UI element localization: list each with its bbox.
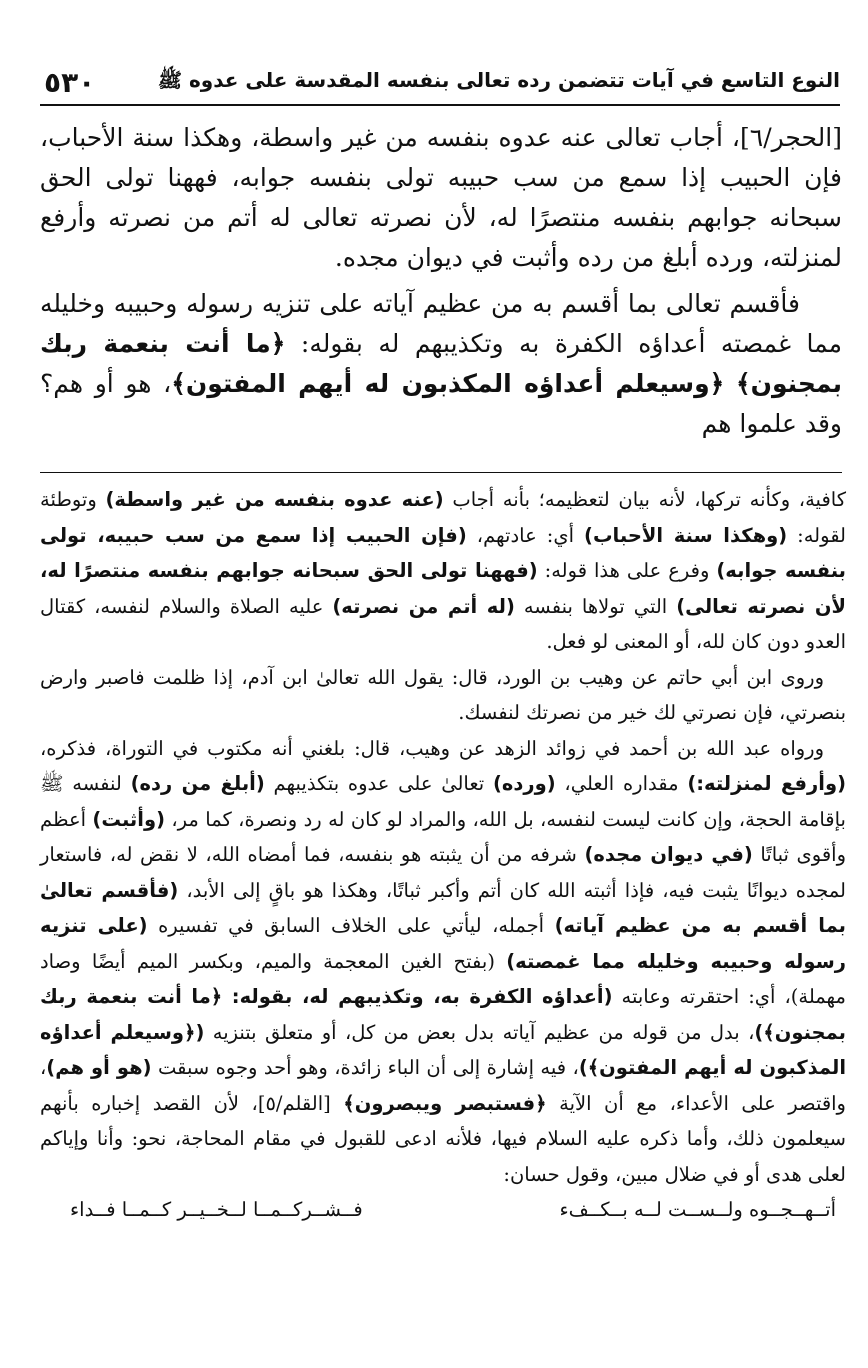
quoted-text: (﴿وسيعلم أعداؤه المذكبون له أيهم المفتون﴾) xyxy=(40,1020,846,1079)
commentary-paragraph xyxy=(40,660,846,731)
text-run: وفرع على هذا قوله: xyxy=(537,559,717,582)
main-paragraph xyxy=(40,118,842,278)
quoted-text: (ورده) xyxy=(492,772,556,795)
text-run: ورواه عبد الله بن أحمد في زوائد الزهد عن وهيب، قال: بلغني أنه مكتوب في التوراة، فذكره، xyxy=(40,736,824,760)
text-run: [الحجر/٦]، أجاب تعالى عنه عدوه بنفسه من غير واسطة، وهكذا سنة الأحباب، فإن الحبيب إذا سمع من سب حبيبه تولى بنفسه جوابه، فههنا تولى الحق سبحانه جوابهم بنفسه منتصرًا له، لأن نصرته تعالى له أتم من نصرته وأرفع لمنزلته، ورده أبلغ من رده وأثبت في ديوان مجده. xyxy=(40,123,842,272)
running-title: النوع التاسع في آيات تتضمن رده تعالى بنفسه المقدسة على عدوه ﷺ xyxy=(157,67,840,92)
commentary-paragraph xyxy=(40,731,846,1193)
text-run: تعالىٰ على عدوه بتكذيبهم xyxy=(264,772,493,795)
page-header xyxy=(40,60,840,106)
text-run: التي تولاها بنفسه xyxy=(514,594,677,618)
quoted-text: (هو أو هم) xyxy=(46,1056,152,1079)
quoted-text: (على تنزيه رسوله وحبيبه وخليله مما غمصته) xyxy=(40,914,847,973)
quran-verse: ﴿ما أنت بنعمة ربك بمجنون﴾ xyxy=(40,329,842,398)
text-run: وروى ابن أبي حاتم عن وهيب بن الورد، قال: يقول الله تعالىٰ ابن آدم، إذا ظلمت فاصبر وارض بنصرتي، فإن نصرتي لك خير من نصرتك لنفسك. xyxy=(40,665,846,724)
text-run: مقداره العلي، xyxy=(555,772,688,795)
quoted-text: (له أتم من نصرته) xyxy=(332,594,515,618)
poetry-hemistich-first: أتــهــجــوه ولــســت لــه بــكــفء xyxy=(559,1198,836,1221)
poetry-hemistich-second: فــشــركــمــا لــخــيــر كــمــا فــداء xyxy=(70,1198,363,1221)
commentary xyxy=(40,482,846,1228)
quoted-text: (وأثبت) xyxy=(92,807,165,831)
text-run: ، هو أو هم؟ وقد علموا هم xyxy=(40,369,842,438)
quoted-text: (عنه عدوه بنفسه من غير واسطة) xyxy=(105,488,444,511)
text-run: [القلم/٥]، لأن القصد إخباره بأنهم سيعلمون ذلك، وأما ذكره عليه السلام فيها، فلأنه ادعى للقبول في مقام المحاجة، نحو: وأنا وإياكم لعلى هدى أو في ضلال مبين، وقول حسان: xyxy=(40,1091,846,1186)
footnote-separator xyxy=(40,472,842,473)
page-number: ٥٣٠ xyxy=(44,65,96,99)
text-run: (بفتح الغين المعجمة والميم، وبكسر الميم أيضًا وصاد مهملة)، أي: احتقرته وعابته xyxy=(40,949,846,1008)
quoted-text: (فإن الحبيب إذا سمع من سب حبيبه، تولى بنفسه جوابه) xyxy=(40,523,846,582)
text-run: أي: عادتهم، xyxy=(466,523,585,547)
quoted-text: (فأقسم تعالىٰ بما أقسم به من عظيم آياته) xyxy=(40,878,846,937)
text-run: ، واقتصر على الأعداء، مع أن الآية xyxy=(40,1056,846,1115)
poetry-verse xyxy=(40,1192,846,1228)
text-run: وتوطئة لقوله: xyxy=(40,488,846,547)
text-run: ، فيه إشارة إلى أن الباء زائدة، وهو أحد وجوه سبقت xyxy=(151,1056,579,1079)
text-run: عليه الصلاة والسلام لنفسه، كقتال العدو دون كان لله، أو المعنى لو فعل. xyxy=(40,594,846,653)
text-run xyxy=(724,369,736,398)
quoted-text: (وهكذا سنة الأحباب) xyxy=(584,523,788,547)
quoted-text: (أبلغ من رده) xyxy=(130,772,265,795)
text-run: شرفه من أن يثبته هو بنفسه، فما أمضاه الله، لا نقض له، فاستعار لمجده ديوانًا يثبت فيه، فإذا أثبته الله كان أتم وأكبر ثباتًا، وهكذا هو باقٍ إلى الأبد، xyxy=(40,843,847,902)
text-run: ، بدل من قوله من عظيم آياته بدل بعض من كل، أو متعلق بتنزيه xyxy=(204,1020,755,1044)
commentary-paragraph xyxy=(40,482,846,660)
text-run: أجمله، ليأتي على الخلاف السابق في تفسيره xyxy=(147,914,555,937)
text-run: كافية، وكأنه تركها، لأنه بيان لتعظيمه؛ بأنه أجاب xyxy=(443,488,846,511)
text-run: لنفسه ﷺ بإقامة الحجة، وإن كانت ليست لنفسه، بل الله، والمراد لو كان له رد ونصرة، كما مر، xyxy=(40,772,846,831)
quoted-text: (وأرفع لمنزلته:) xyxy=(687,772,846,795)
main-text xyxy=(40,118,842,450)
main-paragraph xyxy=(40,284,842,444)
quoted-text: (فههنا تولى الحق سبحانه جوابهم بنفسه منتصرًا له، لأن نصرته تعالى) xyxy=(40,559,846,618)
text-run: أعظم وأقوى ثباتًا xyxy=(40,807,847,866)
quran-verse: ﴿وسيعلم أعداؤه المكذبون له أيهم المفتون﴾ xyxy=(171,369,725,398)
quoted-text: ﴿فستبصر ويبصرون﴾ xyxy=(343,1091,547,1115)
quoted-text: (في ديوان مجده) xyxy=(584,843,753,866)
quoted-text: (أعداؤه الكفرة به، وتكذيبهم له، بقوله: ﴿ما أنت بنعمة ربك بمجنون﴾) xyxy=(40,985,846,1044)
text-run: فأقسم تعالى بما أقسم به من عظيم آياته على تنزيه رسوله وحبيبه وخليله مما غمصته أعداؤه الكفرة به وتكذيبهم له بقوله: xyxy=(40,289,843,358)
